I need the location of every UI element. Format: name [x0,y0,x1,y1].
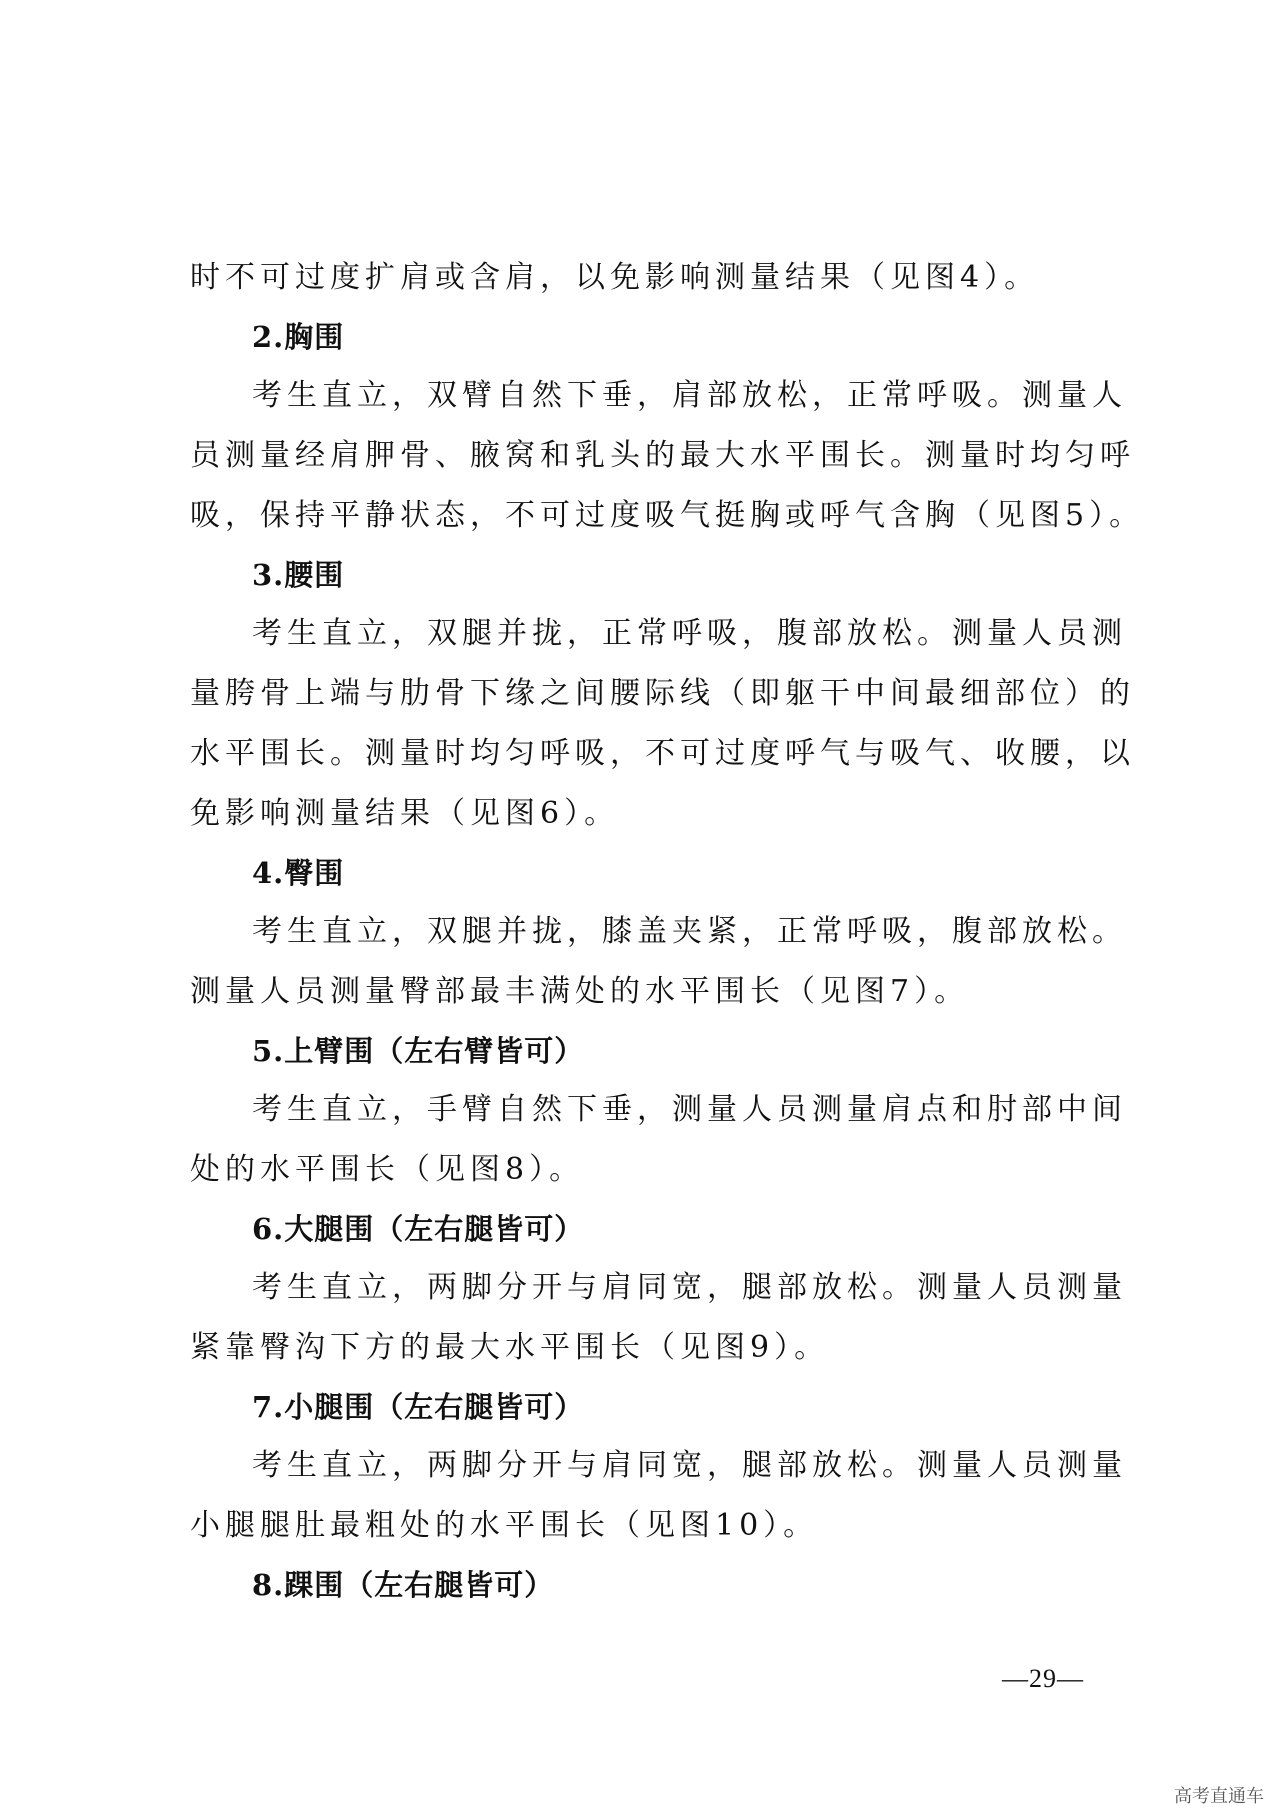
body-text-line: 考生直立，两脚分开与肩同宽，腿部放松。测量人员测量 [252,1448,1127,1483]
page-number: —29— [1002,1664,1084,1693]
section-heading: 6.大腿围（左右腿皆可） [252,1212,585,1246]
watermark-text: 高考直通车 [1174,1786,1264,1807]
body-text-line: 考生直立，手臂自然下垂，测量人员测量肩点和肘部中间 [252,1092,1127,1127]
section-heading: 3.腰围 [252,558,345,592]
section-heading: 4.臀围 [252,856,345,890]
body-text-line: 小腿腿肚最粗处的水平围长（见图10）。 [190,1508,819,1543]
body-text-line: 免影响测量结果（见图6）。 [190,796,620,831]
section-heading: 7.小腿围（左右腿皆可） [252,1390,585,1424]
document-body [190,248,1145,1614]
section-heading: 2.胸围 [252,320,345,354]
body-text-line: 吸，保持平静状态，不可过度吸气挺胸或呼气含胸（见图5）。 [190,498,1145,533]
body-text-line: 量胯骨上端与肋骨下缘之间腰际线（即躯干中间最细部位）的 [190,676,1135,711]
section-heading: 8.踝围（左右腿皆可） [252,1568,555,1602]
body-text-line: 紧靠臀沟下方的最大水平围长（见图9）。 [190,1330,830,1365]
body-text-line: 考生直立，两脚分开与肩同宽，腿部放松。测量人员测量 [252,1270,1127,1305]
body-text-line: 员测量经肩胛骨、腋窝和乳头的最大水平围长。测量时均匀呼 [190,438,1135,473]
body-text-line: 时不可过度扩肩或含肩，以免影响测量结果（见图4）。 [190,260,1040,295]
section-heading: 5.上臂围（左右臂皆可） [252,1034,585,1068]
body-text-line: 考生直立，双腿并拢，正常呼吸，腹部放松。测量人员测 [252,616,1127,651]
body-text-line: 考生直立，双腿并拢，膝盖夹紧，正常呼吸，腹部放松。 [252,914,1127,949]
body-text-line: 考生直立，双臂自然下垂，肩部放松，正常呼吸。测量人 [252,378,1127,413]
body-text-line: 处的水平围长（见图8）。 [190,1152,585,1187]
body-text-line: 水平围长。测量时均匀呼吸，不可过度呼气与吸气、收腰，以 [190,736,1135,771]
body-text-line: 测量人员测量臀部最丰满处的水平围长（见图7）。 [190,974,970,1009]
